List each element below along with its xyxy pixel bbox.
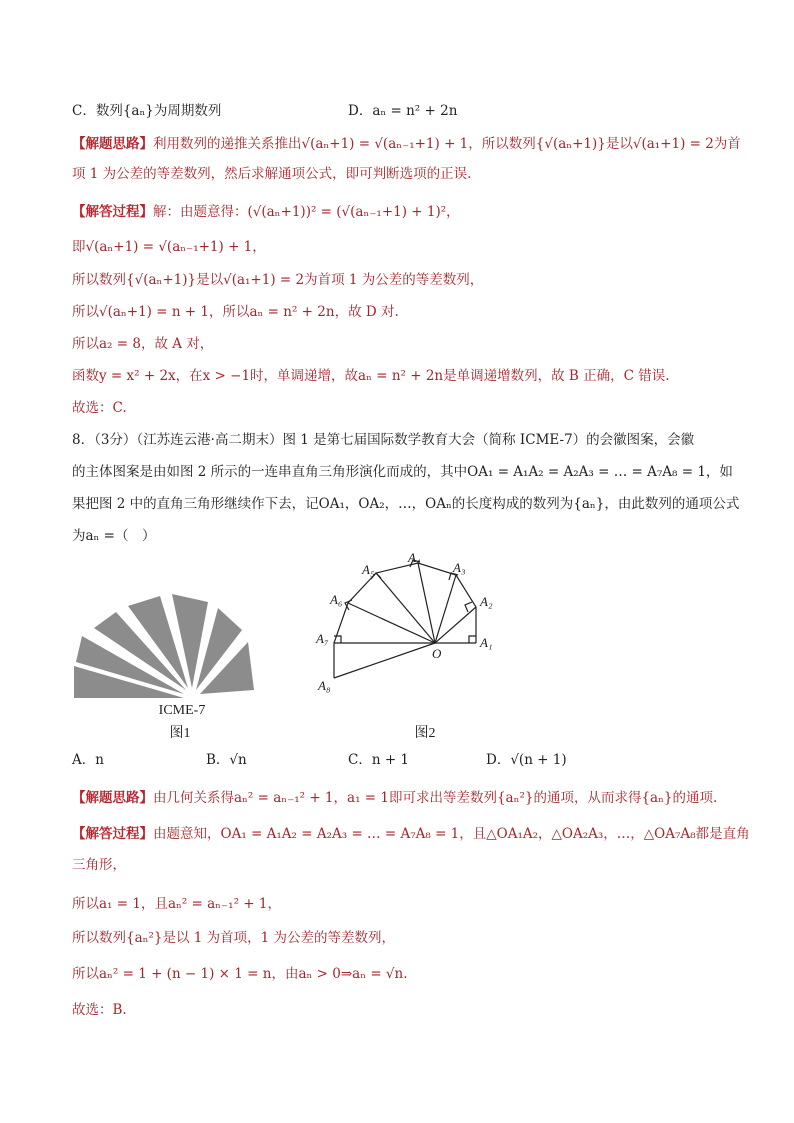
label-o: O (432, 646, 442, 661)
label-a8: A₈ (318, 678, 331, 693)
q7-step-2: 所以数列{√(aₙ+1)}是以√(a₁+1) = 2为首项 1 为公差的等差数列， (72, 272, 484, 288)
q8-step-2: 所以数列{aₙ²}是以 1 为首项，1 为公差的等差数列， (72, 930, 396, 946)
q7-process (72, 202, 460, 222)
q8-stem-4: 为aₙ =（ ） (72, 528, 156, 544)
q7-option-c: C．数列{aₙ}为周期数列 (72, 103, 222, 119)
process-text: 解：由题意得：(√(aₙ+1))² = (√(aₙ₋₁+1) + 1)²， (153, 204, 460, 220)
q8-option-a: A．n (72, 752, 104, 768)
figure-2-caption: 图2 (414, 726, 436, 741)
q8-stem-3: 果把图 2 中的直角三角形继续作下去，记OA₁，OA₂，…，OAₙ的长度构成的数列为{aₙ}，由此数列的通项公式 (72, 496, 740, 512)
spiral-triangles-figure (310, 548, 510, 698)
q8-answer: 故选：B. (72, 1002, 127, 1018)
process-tag: 【解答过程】 (72, 204, 153, 220)
label-a1: A₁ (480, 635, 493, 650)
q8-option-b: B．√n (206, 752, 247, 768)
q7-option-d: D．aₙ = n² + 2n (348, 103, 458, 119)
q7-thinking (72, 134, 741, 154)
icme7-logo-shapes (74, 594, 254, 698)
q7-step-3: 所以√(aₙ+1) = n + 1，所以aₙ = n² + 2n，故 D 对. (72, 304, 399, 320)
q8-thinking (72, 788, 717, 808)
process-text: 由题意知，OA₁ = A₁A₂ = A₂A₃ = … = A₇A₈ = 1，且△OA₁A₂，△OA₂A₃，…，△OA₇A₈都是直角 (153, 826, 750, 842)
thinking-text: 利用数列的递推关系推出√(aₙ+1) = √(aₙ₋₁+1) + 1，所以数列{√(aₙ+1)}是以√(a₁+1) = 2为首 (153, 136, 741, 152)
q8-process (72, 824, 750, 844)
q8-option-d: D．√(n + 1) (486, 752, 567, 768)
figure-1-caption: 图1 (169, 726, 191, 741)
thinking-tag: 【解题思路】 (72, 136, 153, 152)
q8-option-c: C．n + 1 (348, 752, 410, 768)
q7-step-4: 所以a₂ = 8，故 A 对， (72, 336, 214, 352)
thinking-text: 由几何关系得aₙ² = aₙ₋₁² + 1，a₁ = 1即可求出等差数列{aₙ²}的通项，从而求得{aₙ}的通项. (153, 790, 718, 806)
icme7-logo-label: ICME-7 (158, 703, 206, 718)
q8-step-1: 所以a₁ = 1，且aₙ² = aₙ₋₁² + 1， (72, 896, 281, 912)
label-a2: A₂ (480, 594, 493, 609)
q7-step-1: 即√(aₙ+1) = √(aₙ₋₁+1) + 1， (72, 239, 266, 255)
process-tag: 【解答过程】 (72, 826, 153, 842)
q8-stem-2: 的主体图案是由如图 2 所示的一连串直角三角形演化而成的，其中OA₁ = A₁A₂ = A₂A₃ = … = A₇A₈ = 1，如 (72, 464, 733, 480)
q7-answer: 故选：C. (72, 400, 127, 416)
label-a7: A₇ (316, 631, 329, 646)
q7-step-5: 函数y = x² + 2x，在x > −1时，单调递增，故aₙ = n² + 2n是单调递增数列，故 B 正确，C 错误. (72, 368, 670, 384)
label-a4: A₄ (408, 550, 421, 565)
label-a5: A₅ (362, 562, 375, 577)
q8-step-3: 所以aₙ² = 1 + (n − 1) × 1 = n，由aₙ > 0⇒aₙ = √n. (72, 966, 408, 982)
label-a3: A₃ (453, 560, 466, 575)
thinking-tag: 【解题思路】 (72, 790, 153, 806)
label-a6: A₆ (330, 592, 343, 607)
icme7-logo-figure (68, 590, 263, 720)
q8-stem-1: 8．（3分）（江苏连云港·高二期末）图 1 是第七届国际数学教育大会（简称 ICME-7）的会徽图案，会徽 (72, 432, 695, 448)
q7-thinking-cont: 项 1 为公差的等差数列，然后求解通项公式，即可判断选项的正误. (72, 166, 472, 182)
q8-process-cont: 三角形， (72, 857, 126, 873)
